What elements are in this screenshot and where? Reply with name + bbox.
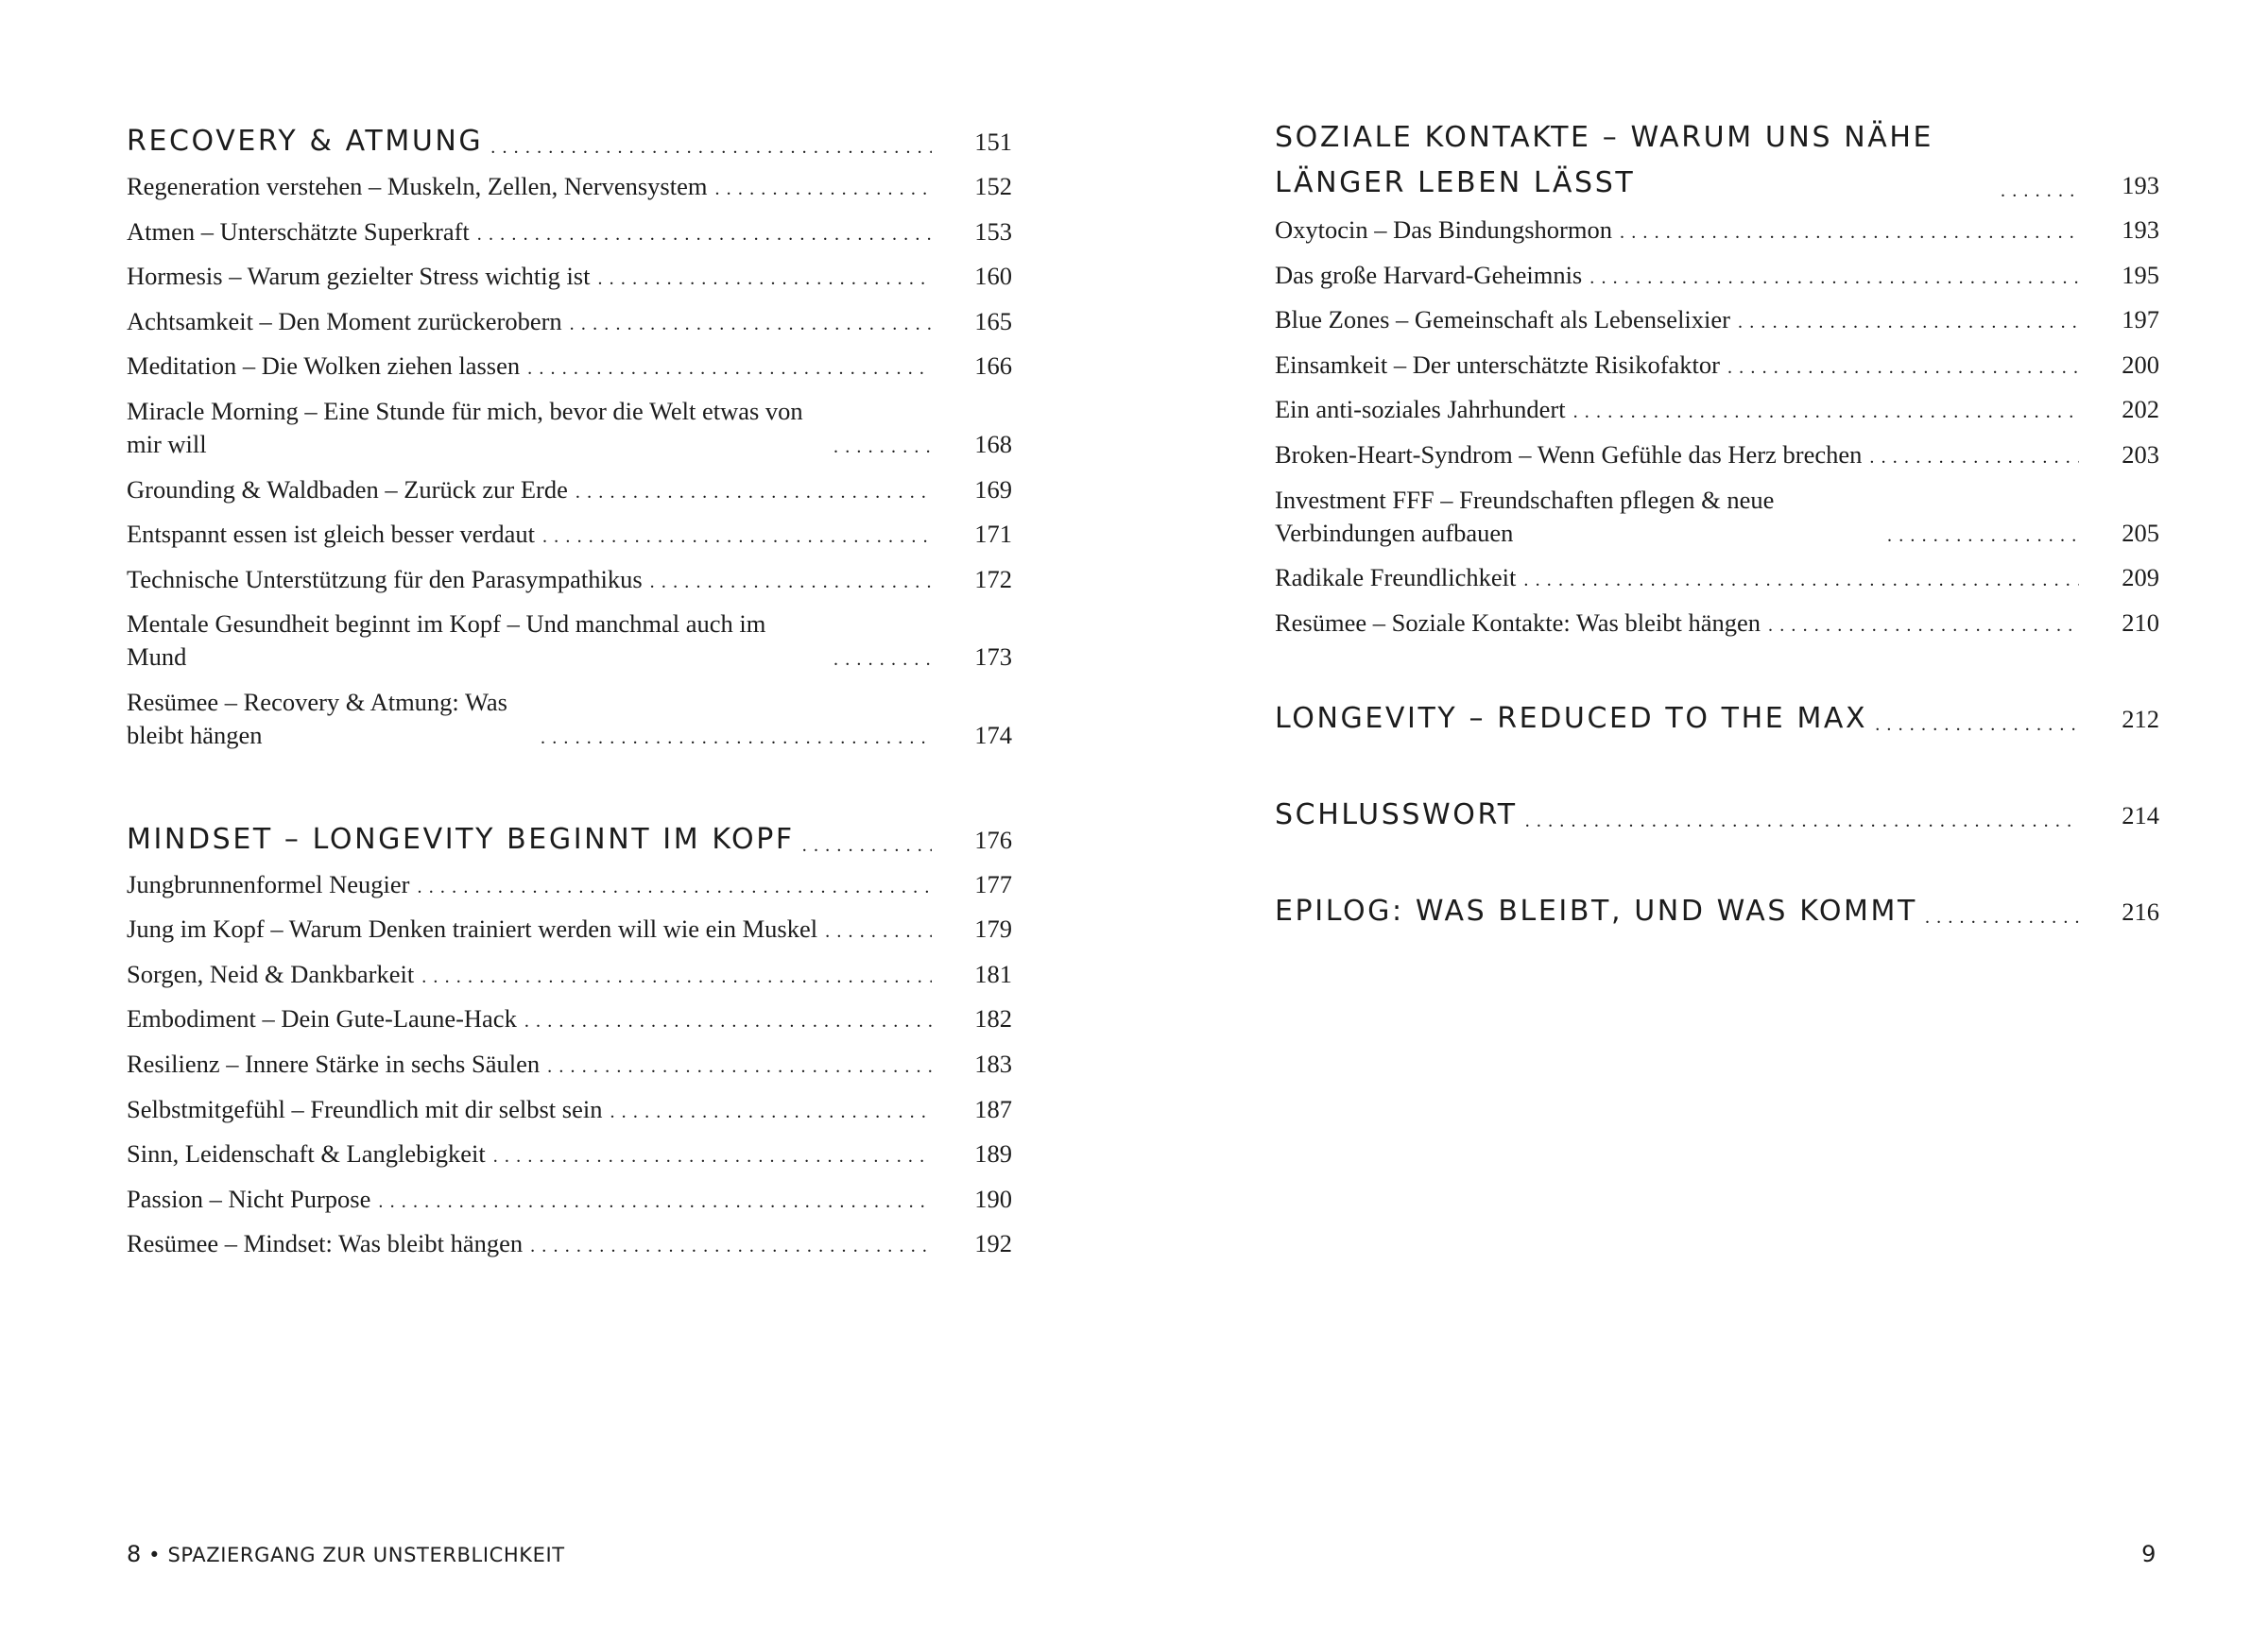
- toc-page-number: 152: [974, 172, 1012, 200]
- toc-entry-title: Broken-Heart-Syndrom – Wenn Gefühle das Herz brechen: [1275, 439, 1863, 469]
- toc-page-number: 181: [974, 959, 1012, 988]
- toc-entry-title: Radikale Freundlichkeit: [1275, 563, 1517, 592]
- toc-entry[interactable]: [127, 686, 1012, 752]
- toc-entry-title: Ein anti-soziales Jahrhundert: [1275, 395, 1566, 424]
- toc-entry-title: Sorgen, Neid & Dankbarkeit: [127, 959, 415, 988]
- toc-entry-title: Meditation – Die Wolken ziehen lassen: [127, 351, 521, 381]
- toc-entry-title: Das große Harvard-Geheimnis: [1275, 260, 1583, 289]
- toc-page-number: 183: [974, 1049, 1012, 1078]
- dot-leader: [527, 363, 932, 374]
- toc-entry[interactable]: [127, 913, 1012, 946]
- toc-page-number: 197: [2122, 305, 2159, 334]
- dot-leader: [802, 840, 932, 851]
- page-number: 8: [127, 1541, 142, 1567]
- toc-page-number: 189: [974, 1139, 1012, 1169]
- toc-heading-title: MINDSET – LONGEVITY BEGINNT IM KOPF: [127, 822, 795, 856]
- toc-entry-title: Resümee – Soziale Kontakte: Was bleibt hängen: [1275, 607, 1761, 637]
- dot-leader: [477, 229, 932, 240]
- bullet-separator: •: [148, 1544, 162, 1566]
- toc-page-number: 192: [974, 1229, 1012, 1258]
- dot-leader: [1925, 912, 2079, 923]
- toc-heading[interactable]: [1275, 891, 2159, 932]
- dot-leader: [490, 142, 932, 153]
- toc-entry[interactable]: [127, 958, 1012, 991]
- toc-page-number: 172: [974, 564, 1012, 593]
- toc-entry-title: Atmen – Unterschätzte Superkraft: [127, 216, 470, 246]
- toc-entry[interactable]: [127, 1002, 1012, 1035]
- toc-entry[interactable]: [1275, 484, 2159, 550]
- toc-entry-title: Resümee – Recovery & Atmung: Was bleibt hängen: [127, 687, 507, 749]
- toc-heading-title: LONGEVITY – REDUCED TO THE MAX: [1275, 702, 1868, 736]
- toc-entry-title: Technische Unterstützung für den Parasympathikus: [127, 564, 643, 593]
- toc-entry[interactable]: [127, 1093, 1012, 1126]
- dot-leader: [524, 1016, 932, 1027]
- dot-leader: [1887, 530, 2079, 541]
- toc-page-number: 176: [974, 825, 1012, 854]
- toc-entry-title: Selbstmitgefühl – Freundlich mit dir selbst sein: [127, 1094, 603, 1123]
- toc-entry[interactable]: [127, 1183, 1012, 1216]
- dot-leader: [1768, 620, 2079, 631]
- toc-page-number: 203: [2122, 439, 2159, 469]
- toc-page-number: 173: [974, 642, 1012, 672]
- toc-heading-title: SOZIALE KONTAKTE – WARUM UNS NÄHE LÄNGER LEBEN LÄSST: [1275, 121, 1934, 199]
- dot-leader: [833, 654, 932, 665]
- dot-leader: [576, 487, 932, 498]
- toc-page-number: 174: [974, 720, 1012, 749]
- toc-entry-title: Embodiment – Dein Gute-Laune-Hack: [127, 1004, 517, 1034]
- page-number: 9: [2141, 1541, 2156, 1567]
- toc-page-number: 169: [974, 474, 1012, 504]
- toc-right-column: [1275, 115, 2159, 940]
- toc-entry-title: Investment FFF – Freundschaften pflegen & neue Verbindungen aufbauen: [1275, 485, 1775, 547]
- dot-leader: [1875, 719, 2079, 730]
- toc-entry[interactable]: [127, 305, 1012, 338]
- dot-leader: [493, 1151, 932, 1162]
- toc-entry[interactable]: [127, 1227, 1012, 1260]
- toc-page-number: 165: [974, 306, 1012, 335]
- running-footer: [2141, 1541, 2156, 1567]
- dot-leader: [542, 531, 932, 542]
- toc-entry[interactable]: [127, 607, 1012, 674]
- toc-entry-title: Entspannt essen ist gleich besser verdaut: [127, 520, 535, 549]
- toc-entry[interactable]: [1275, 607, 2159, 640]
- toc-heading-title: EPILOG: WAS BLEIBT, UND WAS KOMMT: [1275, 895, 1917, 929]
- toc-entry[interactable]: [1275, 393, 2159, 426]
- toc-page-number: 214: [2122, 801, 2159, 830]
- toc-page-number: 190: [974, 1184, 1012, 1213]
- toc-heading[interactable]: [127, 121, 1012, 162]
- dot-leader: [570, 318, 932, 330]
- toc-entry-title: Resümee – Mindset: Was bleibt hängen: [127, 1229, 524, 1258]
- toc-entry[interactable]: [127, 473, 1012, 506]
- toc-page-number: 209: [2122, 563, 2159, 592]
- dot-leader: [833, 441, 932, 453]
- dot-leader: [378, 1196, 932, 1207]
- toc-entry[interactable]: [1275, 561, 2159, 594]
- dot-leader: [714, 183, 932, 195]
- toc-entry-title: Jungbrunnenformel Neugier: [127, 869, 410, 898]
- dot-leader: [1589, 272, 2079, 283]
- toc-entry[interactable]: [127, 215, 1012, 248]
- toc-entry-title: Einsamkeit – Der unterschätzte Risikofaktor: [1275, 350, 1720, 379]
- toc-page-number: 166: [974, 351, 1012, 381]
- section-spacer: [127, 764, 1012, 819]
- toc-page-number: 193: [2122, 215, 2159, 244]
- dot-leader: [421, 971, 932, 983]
- toc-entry-title: Mentale Gesundheit beginnt im Kopf – Und manchmal auch im Mund: [127, 609, 766, 672]
- toc-page-number: 205: [2122, 518, 2159, 547]
- toc-page-number: 212: [2122, 705, 2159, 734]
- toc-entry-title: Jung im Kopf – Warum Denken trainiert werden will wie ein Muskel: [127, 915, 818, 944]
- toc-page-number: 210: [2122, 607, 2159, 637]
- toc-heading[interactable]: [127, 819, 1012, 861]
- toc-entry[interactable]: [1275, 214, 2159, 247]
- dot-leader: [418, 881, 932, 893]
- toc-entry-title: Oxytocin – Das Bindungshormon: [1275, 215, 1612, 244]
- dot-leader: [650, 576, 932, 588]
- toc-heading[interactable]: [1275, 795, 2159, 836]
- toc-entry-title: Regeneration verstehen – Muskeln, Zellen, Nervensystem: [127, 172, 708, 200]
- toc-page-number: 195: [2122, 260, 2159, 289]
- dot-leader: [1738, 316, 2079, 328]
- toc-entry[interactable]: [127, 1137, 1012, 1171]
- toc-entry[interactable]: [127, 260, 1012, 293]
- dot-leader: [530, 1240, 932, 1252]
- dot-leader: [1620, 227, 2079, 238]
- toc-entry-title: Blue Zones – Gemeinschaft als Lebenselixier: [1275, 305, 1730, 334]
- toc-page-number: 216: [2122, 897, 2159, 927]
- toc-page-number: 168: [974, 429, 1012, 458]
- toc-page-number: 177: [974, 869, 1012, 898]
- toc-entry[interactable]: [127, 170, 1012, 203]
- toc-entry-title: Passion – Nicht Purpose: [127, 1184, 371, 1213]
- toc-page-number: 153: [974, 216, 1012, 246]
- toc-page-number: 160: [974, 262, 1012, 291]
- toc-entry[interactable]: [1275, 438, 2159, 471]
- running-title: SPAZIERGANG ZUR UNSTERBLICHKEIT: [167, 1544, 565, 1566]
- dot-leader: [825, 926, 932, 937]
- toc-page-number: 202: [2122, 395, 2159, 424]
- section-spacer: [1275, 651, 2159, 698]
- dot-leader: [2001, 185, 2079, 197]
- toc-page-number: 151: [974, 128, 1012, 156]
- toc-entry-title: Hormesis – Warum gezielter Stress wichtig ist: [127, 262, 591, 291]
- toc-heading-title: RECOVERY & ATMUNG: [127, 125, 484, 158]
- toc-page-number: 179: [974, 915, 1012, 944]
- toc-entry[interactable]: [127, 350, 1012, 383]
- toc-entry[interactable]: [1275, 349, 2159, 382]
- toc-entry-title: Resilienz – Innere Stärke in sechs Säulen: [127, 1049, 541, 1078]
- toc-entry[interactable]: [1275, 303, 2159, 336]
- toc-page-number: 182: [974, 1004, 1012, 1034]
- toc-page-number: 171: [974, 520, 1012, 549]
- toc-heading-title: SCHLUSSWORT: [1275, 798, 1518, 832]
- toc-entry[interactable]: [127, 868, 1012, 901]
- toc-entry[interactable]: [127, 518, 1012, 551]
- toc-entry-title: Grounding & Waldbaden – Zurück zur Erde: [127, 474, 568, 504]
- section-spacer: [1275, 844, 2159, 891]
- toc-page-number: 200: [2122, 350, 2159, 379]
- right-page: [1134, 0, 2268, 1641]
- toc-entry-title: Achtsamkeit – Den Moment zurückerobern: [127, 306, 562, 335]
- toc-page-number: 193: [2122, 171, 2159, 199]
- toc-entry[interactable]: [127, 395, 1012, 461]
- dot-leader: [1573, 406, 2079, 418]
- running-footer: [127, 1541, 565, 1567]
- toc-heading[interactable]: [1275, 115, 2159, 206]
- toc-entry[interactable]: [127, 563, 1012, 596]
- toc-entry[interactable]: [127, 1048, 1012, 1081]
- toc-entry-title: Miracle Morning – Eine Stunde für mich, bevor die Welt etwas von mir will: [127, 396, 803, 458]
- toc-left-column: [127, 121, 1012, 1273]
- dot-leader: [610, 1106, 932, 1118]
- toc-page-number: 187: [974, 1094, 1012, 1123]
- toc-entry-title: Sinn, Leidenschaft & Langlebigkeit: [127, 1139, 486, 1169]
- toc-heading[interactable]: [1275, 698, 2159, 740]
- dot-leader: [597, 273, 932, 284]
- toc-entry[interactable]: [1275, 259, 2159, 292]
- dot-leader: [1523, 574, 2079, 586]
- dot-leader: [1869, 452, 2079, 463]
- dot-leader: [547, 1061, 932, 1072]
- section-spacer: [1275, 747, 2159, 795]
- dot-leader: [1525, 815, 2079, 827]
- dot-leader: [1727, 362, 2079, 373]
- dot-leader: [541, 732, 932, 744]
